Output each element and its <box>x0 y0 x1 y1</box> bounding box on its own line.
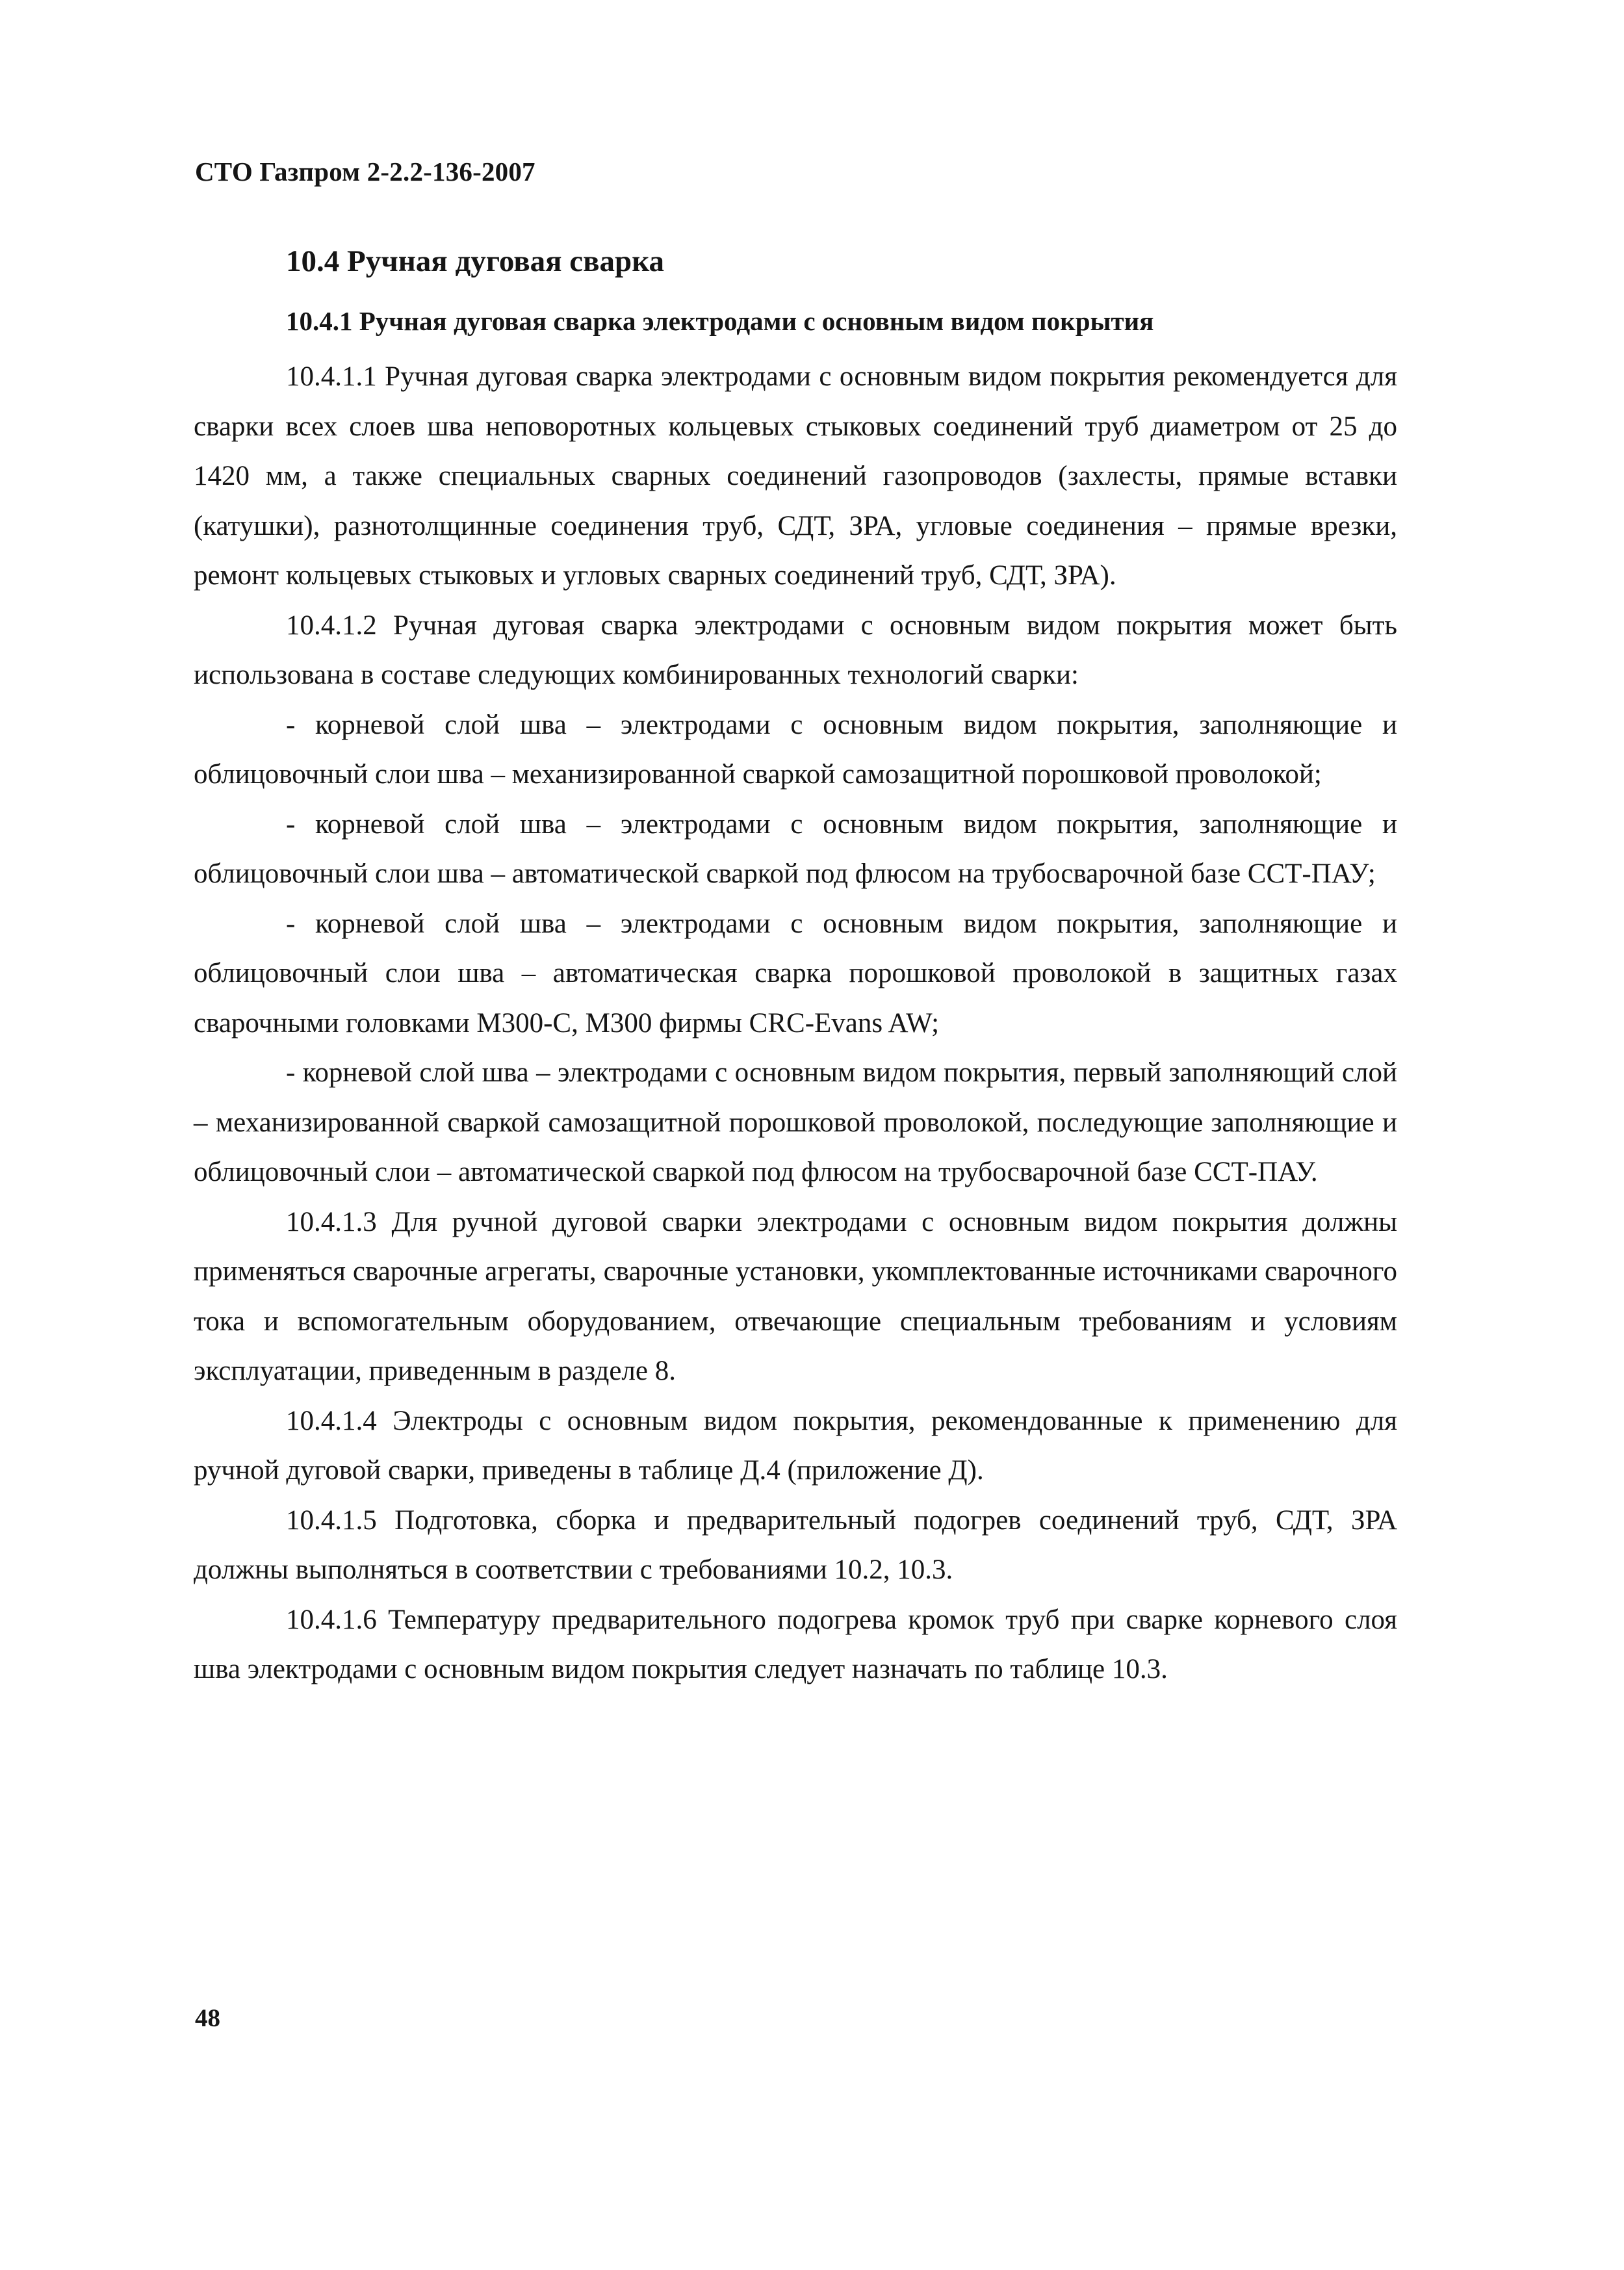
paragraph-10-4-1-6: 10.4.1.6 Температуру предварительного подогрева кромок труб при сварке корневого слоя шва электродами с основным видом покрытия следует назначать по таблице 10.3. <box>194 1604 1397 1684</box>
paragraph-10-4-1-4: 10.4.1.4 Электроды с основным видом покрытия, рекомендованные к применению для ручной дуговой сварки, приведены в таблице Д.4 (приложение Д). <box>194 1405 1397 1486</box>
paragraph-10-4-1-5: 10.4.1.5 Подготовка, сборка и предварительный подогрев соединений труб, СДТ, ЗРА должны выполняться в соответствии с требованиями 10.2, 10.3. <box>194 1504 1397 1585</box>
section-heading: 10.4 Ручная дуговая сварка <box>286 244 665 278</box>
paragraph-10-4-1-1: 10.4.1.1 Ручная дуговая сварка электродами с основным видом покрытия рекомендуется для сварки всех слоев шва неповоротных кольцевых стыковых соединений труб диаметром от 25 до 1420 мм, а также специальных сварных соединений газопроводов (захлесты, прямые вставки (катушки), разнотолщинные соединения труб, СДТ, ЗРА, угловые соединения – прямые врезки, ремонт кольцевых стыковых и угловых сварных соединений труб, СДТ, ЗРА). <box>194 361 1397 591</box>
subsection-heading: 10.4.1 Ручная дуговая сварка электродами с основным видом покрытия <box>286 306 1154 336</box>
running-header: СТО Газпром 2-2.2-136-2007 <box>195 157 535 187</box>
page-number: 48 <box>195 2004 220 2032</box>
paragraph-10-4-1-2: 10.4.1.2 Ручная дуговая сварка электродами с основным видом покрытия может быть использована в составе следующих комбинированных технологий сварки: <box>194 610 1397 690</box>
list-item-combined-tech-1: - корневой слой шва – электродами с основным видом покрытия, заполняющие и облицовочный слои шва – механизированной сваркой самозащитной порошковой проволокой; <box>194 709 1397 790</box>
page-body <box>194 239 1397 1695</box>
list-item-combined-tech-3: - корневой слой шва – электродами с основным видом покрытия, заполняющие и облицовочный слои шва – автоматическая сварка порошковой проволокой в защитных газах сварочными головками М300-С, М300 фирмы CRC-Evans AW; <box>194 908 1397 1038</box>
list-item-combined-tech-4: - корневой слой шва – электродами с основным видом покрытия, первый заполняющий слой – механизированной сваркой самозащитной порошковой проволокой, последующие заполняющие и облицовочный слои – автоматической сваркой под флюсом на трубосварочной базе ССТ-ПАУ. <box>194 1057 1397 1187</box>
list-item-combined-tech-2: - корневой слой шва – электродами с основным видом покрытия, заполняющие и облицовочный слои шва – автоматической сваркой под флюсом на трубосварочной базе ССТ-ПАУ; <box>194 808 1397 889</box>
paragraph-10-4-1-3: 10.4.1.3 Для ручной дуговой сварки электродами с основным видом покрытия должны применяться сварочные агрегаты, сварочные установки, укомплектованные источниками сварочного тока и вспомогательным оборудованием, отвечающие специальным требованиям и условиям эксплуатации, приведенным в разделе 8. <box>194 1206 1397 1386</box>
